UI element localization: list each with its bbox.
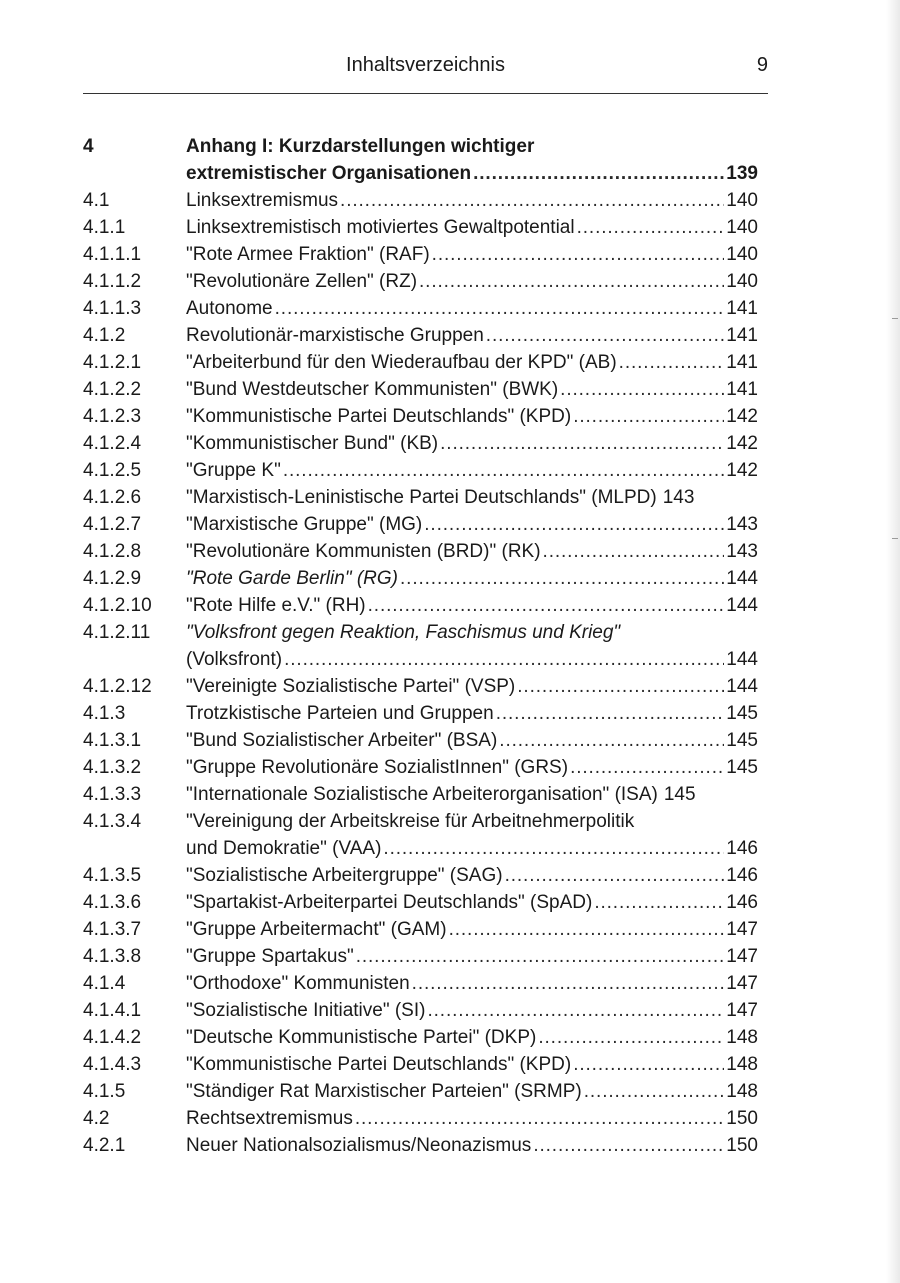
toc-entry-number: 4.1.2.5 [83,460,142,481]
toc-entry-line [186,376,758,403]
toc-entry-title: "Rote Armee Fraktion" (RAF) [186,244,430,265]
dot-leader [533,1132,724,1159]
toc-entry-line [186,1051,758,1078]
header-title: Inhaltsverzeichnis [346,54,505,76]
toc-entry-page-number: 147 [726,919,758,940]
toc-entry-page-number: 141 [726,325,758,346]
toc-entry-number: 4.1.3.3 [83,784,142,805]
dot-leader [584,1078,725,1105]
toc-entry-page-number: 150 [726,1108,758,1129]
toc-entry-page-number: 147 [726,1000,758,1021]
toc-entry-page-number: 147 [726,946,758,967]
toc-entry-number: 4.2.1 [83,1135,126,1156]
toc-entry-page-number: 143 [726,541,758,562]
toc-entry-page-number: 145 [663,784,696,805]
toc-entry-number: 4.1.2 [83,325,126,346]
dot-leader [538,1024,724,1051]
toc-entry-body [186,619,758,673]
toc-entry[interactable] [83,133,758,187]
toc-entry-number: 4.1.2.10 [83,595,152,616]
toc-entry[interactable] [83,1024,758,1051]
toc-entry-title: "Kommunistische Partei Deutschlands" (KPD) [186,406,572,427]
dot-leader [517,673,724,700]
toc-entry-line [186,187,758,214]
page-edge-shadow [886,0,900,1283]
toc-entry-number: 4.1.1 [83,217,126,238]
toc-entry[interactable] [83,511,758,538]
toc-entry-title: "Vereinigung der Arbeitskreise für Arbeitnehmerpolitik [186,811,635,832]
dot-leader [440,430,724,457]
toc-entry-page-number: 147 [726,973,758,994]
toc-entry-line [186,619,758,646]
table-of-contents [83,133,758,1159]
toc-entry-body [186,1024,758,1051]
dot-leader [368,592,725,619]
toc-entry-number: 4.1.2.6 [83,487,142,508]
toc-entry-title: "Gruppe Arbeitermacht" (GAM) [186,919,447,940]
toc-entry[interactable] [83,241,758,268]
toc-entry-body [186,295,758,322]
toc-entry-line [186,565,758,592]
dot-leader [543,538,725,565]
toc-entry-number: 4.1.4 [83,973,126,994]
toc-entry-title: "Orthodoxe" Kommunisten [186,973,410,994]
toc-entry-title: "Bund Sozialistischer Arbeiter" (BSA) [186,730,498,751]
toc-entry-page-number: 145 [726,730,758,751]
toc-entry-title: "Revolutionäre Zellen" (RZ) [186,271,418,292]
toc-entry-body [186,268,758,295]
toc-entry-number: 4.1.3.2 [83,757,142,778]
toc-entry-line [186,349,758,376]
toc-entry[interactable] [83,808,758,862]
toc-entry[interactable] [83,403,758,430]
toc-entry-body [186,430,758,457]
toc-entry-body [186,1105,758,1132]
dot-leader [449,916,725,943]
toc-entry[interactable] [83,1132,758,1159]
dot-leader [496,700,725,727]
toc-entry-number: 4.2 [83,1108,110,1129]
toc-entry[interactable] [83,295,758,322]
toc-entry[interactable] [83,484,758,511]
dot-leader [400,565,724,592]
toc-entry-line [186,781,758,808]
toc-entry-title: "Sozialistische Initiative" (SI) [186,1000,426,1021]
dot-leader [412,970,725,997]
toc-entry-number: 4.1.5 [83,1081,126,1102]
toc-entry-line [186,160,758,187]
dot-leader [573,403,724,430]
toc-entry-number: 4.1.2.4 [83,433,142,454]
dot-leader [355,1105,724,1132]
toc-entry-page-number: 145 [726,757,758,778]
toc-entry[interactable] [83,916,758,943]
toc-entry-number: 4.1.2.2 [83,379,142,400]
toc-entry-number: 4.1 [83,190,110,211]
toc-entry-body [186,673,758,700]
dot-leader [283,457,724,484]
toc-entry-page-number: 150 [726,1135,758,1156]
toc-entry-title: "Gruppe Spartakus" [186,946,354,967]
toc-entry-number: 4.1.3.7 [83,919,142,940]
toc-entry-page-number: 140 [726,217,758,238]
dot-leader [427,997,724,1024]
toc-entry[interactable] [83,214,758,241]
toc-entry-page-number: 143 [662,487,695,508]
toc-entry-title: "Gruppe Revolutionäre SozialistInnen" (GRS) [186,757,569,778]
toc-entry-page-number: 148 [726,1027,758,1048]
toc-entry-number: 4.1.1.2 [83,271,142,292]
dot-leader [570,754,724,781]
toc-entry-title: "Ständiger Rat Marxistischer Parteien" (SRMP) [186,1081,582,1102]
toc-entry-line [186,1024,758,1051]
toc-entry-title: "Arbeiterbund für den Wiederaufbau der KPD" (AB) [186,352,617,373]
toc-entry-line [186,1078,758,1105]
toc-entry-page-number: 144 [726,676,758,697]
toc-entry-number: 4.1.3.5 [83,865,142,886]
toc-entry[interactable] [83,673,758,700]
toc-entry-line [186,754,758,781]
toc-entry-page-number: 141 [726,298,758,319]
toc-entry-body [186,727,758,754]
toc-entry[interactable] [83,781,758,808]
toc-entry[interactable] [83,619,758,673]
toc-entry-body [186,808,758,862]
toc-entry-body [186,592,758,619]
edge-tick [892,318,898,319]
toc-entry-line [186,538,758,565]
toc-entry-body [186,862,758,889]
toc-entry-page-number: 146 [726,892,758,913]
toc-entry-title: "Vereinigte Sozialistische Partei" (VSP) [186,676,516,697]
toc-entry-title: "Deutsche Kommunistische Partei" (DKP) [186,1027,537,1048]
toc-entry-line [186,646,758,673]
toc-entry-page-number: 142 [726,406,758,427]
toc-entry[interactable] [83,538,758,565]
dot-leader [619,349,725,376]
toc-entry-title: "Revolutionäre Kommunisten (BRD)" (RK) [186,541,541,562]
toc-entry-number: 4.1.4.1 [83,1000,142,1021]
toc-entry-title: "Internationale Sozialistische Arbeiterorganisation" (ISA) [186,784,658,805]
dot-leader [577,214,725,241]
toc-entry-body [186,781,758,808]
dot-leader [594,889,724,916]
toc-entry-line [186,727,758,754]
toc-entry-number: 4 [83,136,94,157]
toc-entry-body [186,457,758,484]
toc-entry-title: "Sozialistische Arbeitergruppe" (SAG) [186,865,503,886]
toc-entry-number: 4.1.2.11 [83,622,151,643]
toc-entry[interactable] [83,1105,758,1132]
toc-entry-body [186,997,758,1024]
toc-entry[interactable] [83,187,758,214]
toc-entry-title: Autonome [186,298,273,319]
toc-entry-page-number: 142 [726,433,758,454]
toc-entry-title: "Volksfront gegen Reaktion, Faschismus und Krieg" [186,622,621,643]
toc-entry[interactable] [83,322,758,349]
toc-entry-number: 4.1.4.2 [83,1027,142,1048]
toc-entry-body [186,484,758,511]
toc-entry-title: Linksextremismus [186,190,339,211]
toc-entry-page-number: 143 [726,514,758,535]
toc-entry-number: 4.1.4.3 [83,1054,142,1075]
toc-entry-body [186,970,758,997]
toc-entry-line [186,1132,758,1159]
toc-entry-title: "Marxistisch-Leninistische Partei Deutschlands" (MLPD) [186,487,657,508]
toc-entry-number: 4.1.3.1 [83,730,142,751]
toc-entry-body [186,214,758,241]
toc-entry-title: "Gruppe K" [186,460,281,481]
dot-leader [499,727,724,754]
toc-entry-title: "Kommunistische Partei Deutschlands" (KPD) [186,1054,572,1075]
toc-entry[interactable] [83,727,758,754]
toc-entry-title: "Bund Westdeutscher Kommunisten" (BWK) [186,379,559,400]
toc-entry[interactable] [83,457,758,484]
toc-entry-title: "Spartakist-Arbeiterpartei Deutschlands" (SpAD) [186,892,593,913]
dot-leader [473,160,724,187]
toc-entry-body [186,133,758,187]
toc-entry-number: 4.1.2.3 [83,406,142,427]
toc-entry-line [186,673,758,700]
toc-entry-page-number: 140 [726,271,758,292]
toc-entry-title: (Volksfront) [186,649,283,670]
toc-entry-title: extremistischer Organisationen [186,163,472,184]
dot-leader [560,376,724,403]
toc-entry[interactable] [83,565,758,592]
toc-entry-body [186,943,758,970]
edge-tick [892,538,898,539]
toc-entry-line [186,322,758,349]
toc-entry-body [186,889,758,916]
toc-entry-title: Neuer Nationalsozialismus/Neonazismus [186,1135,532,1156]
toc-entry-line [186,511,758,538]
toc-entry-title: Trotzkistische Parteien und Gruppen [186,703,494,724]
toc-entry-line [186,970,758,997]
toc-entry-number: 4.1.2.12 [83,676,152,697]
toc-entry-body [186,538,758,565]
toc-entry-body [186,565,758,592]
toc-entry-line [186,835,758,862]
dot-leader [340,187,724,214]
toc-entry-line [186,1105,758,1132]
toc-entry[interactable] [83,889,758,916]
toc-entry-number: 4.1.3.8 [83,946,142,967]
toc-entry-number: 4.1.2.9 [83,568,142,589]
toc-entry-page-number: 141 [726,379,758,400]
toc-entry-number: 4.1.2.7 [83,514,142,535]
dot-leader [573,1051,724,1078]
toc-entry-page-number: 146 [726,865,758,886]
toc-entry-page-number: 148 [726,1054,758,1075]
toc-entry-line [186,700,758,727]
toc-entry[interactable] [83,349,758,376]
toc-entry[interactable] [83,862,758,889]
toc-entry-line [186,214,758,241]
toc-entry-page-number: 140 [726,190,758,211]
dot-leader [424,511,724,538]
toc-entry[interactable] [83,700,758,727]
toc-entry-line [186,592,758,619]
toc-entry-line [186,295,758,322]
toc-entry-number: 4.1.1.1 [83,244,142,265]
toc-entry-title: "Marxistische Gruppe" (MG) [186,514,423,535]
dot-leader [383,835,724,862]
toc-entry-page-number: 144 [726,568,758,589]
toc-entry-line [186,862,758,889]
toc-entry-page-number: 139 [726,163,758,184]
toc-entry-body [186,376,758,403]
toc-entry[interactable] [83,376,758,403]
toc-entry-line [186,916,758,943]
toc-entry[interactable] [83,1051,758,1078]
dot-leader [275,295,725,322]
toc-entry-body [186,403,758,430]
toc-entry-title: "Rote Hilfe e.V." (RH) [186,595,366,616]
page-header [83,52,768,82]
toc-entry-number: 4.1.2.8 [83,541,142,562]
dot-leader [419,268,724,295]
toc-entry-line [186,430,758,457]
toc-entry[interactable] [83,1078,758,1105]
toc-entry[interactable] [83,943,758,970]
toc-entry-line [186,943,758,970]
dot-leader [432,241,725,268]
toc-entry[interactable] [83,592,758,619]
toc-entry-page-number: 145 [726,703,758,724]
toc-entry-page-number: 144 [726,595,758,616]
dot-leader [284,646,724,673]
toc-entry-page-number: 140 [726,244,758,265]
toc-entry-line [186,808,758,835]
toc-entry-body [186,1078,758,1105]
dot-leader [486,322,725,349]
toc-entry-number: 4.1.2.1 [83,352,142,373]
toc-entry-body [186,511,758,538]
toc-entry-title: und Demokratie" (VAA) [186,838,382,859]
toc-entry-line [186,457,758,484]
toc-entry-page-number: 148 [726,1081,758,1102]
toc-entry-body [186,916,758,943]
toc-entry[interactable] [83,970,758,997]
toc-entry[interactable] [83,754,758,781]
toc-entry-title: Anhang I: Kurzdarstellungen wichtiger [186,136,535,157]
toc-entry-title: "Rote Garde Berlin" (RG) [186,568,398,589]
dot-leader [356,943,725,970]
toc-entry-line [186,889,758,916]
toc-entry-page-number: 146 [726,838,758,859]
toc-entry-title: Revolutionär-marxistische Gruppen [186,325,484,346]
toc-entry-line [186,268,758,295]
toc-entry[interactable] [83,997,758,1024]
toc-entry-number: 4.1.1.3 [83,298,142,319]
toc-entry-line [186,997,758,1024]
header-page-number: 9 [756,54,768,76]
toc-entry-page-number: 142 [726,460,758,481]
toc-entry-title: Linksextremistisch motiviertes Gewaltpotential [186,217,575,238]
toc-entry-body [186,322,758,349]
toc-entry-number: 4.1.3.4 [83,811,142,832]
toc-entry-line [186,241,758,268]
dot-leader [505,862,725,889]
toc-entry-body [186,349,758,376]
toc-entry-body [186,187,758,214]
toc-entry-body [186,241,758,268]
toc-entry-number: 4.1.3.6 [83,892,142,913]
toc-entry-page-number: 144 [726,649,758,670]
toc-entry-body [186,1051,758,1078]
toc-entry-line [186,484,758,511]
toc-entry-line [186,403,758,430]
toc-entry-number: 4.1.3 [83,703,126,724]
toc-entry-title: "Kommunistischer Bund" (KB) [186,433,439,454]
toc-entry-title: Rechtsextremismus [186,1108,353,1129]
toc-entry-body [186,1132,758,1159]
toc-entry[interactable] [83,430,758,457]
toc-entry[interactable] [83,268,758,295]
toc-entry-body [186,700,758,727]
toc-entry-page-number: 141 [726,352,758,373]
toc-entry-body [186,754,758,781]
toc-entry-line [186,133,758,160]
header-rule [83,93,768,94]
